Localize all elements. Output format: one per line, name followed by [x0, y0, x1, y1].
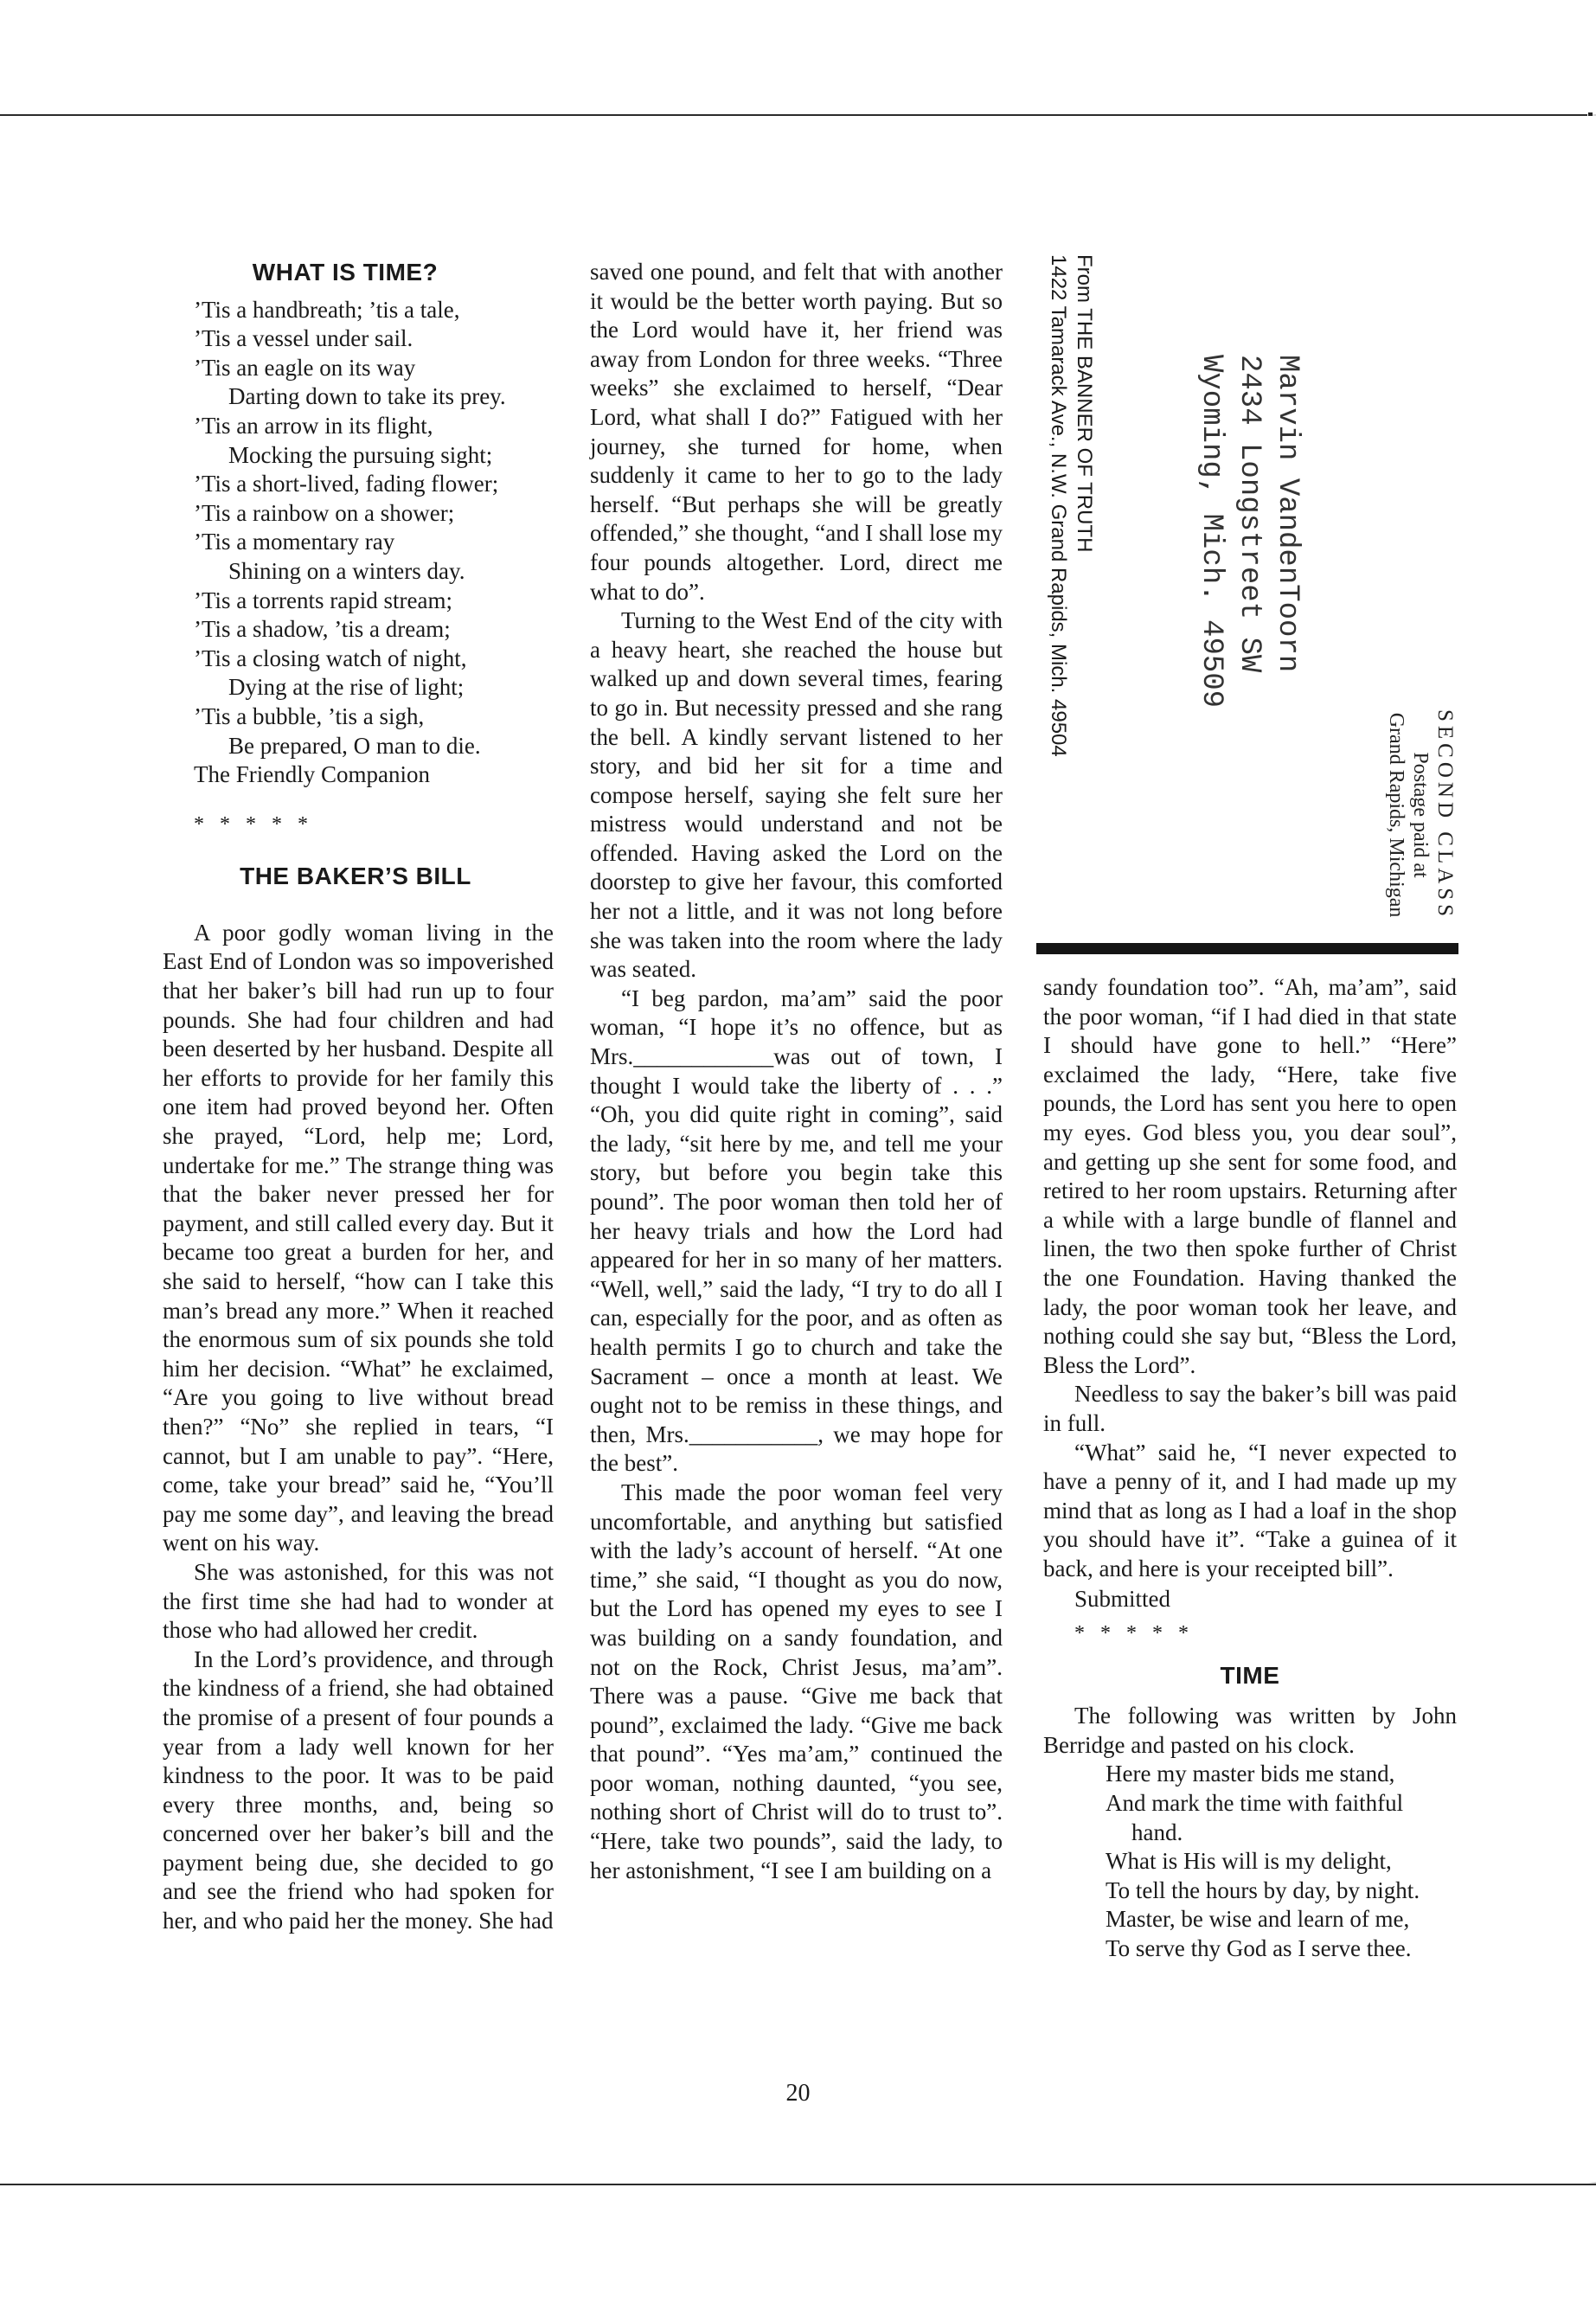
- poem-line: To serve thy God as I serve thee.: [1106, 1935, 1412, 1961]
- left-column: [163, 258, 554, 1936]
- poem-title: WHAT IS TIME?: [252, 259, 439, 285]
- return-address-line: From THE BANNER OF TRUTH: [1073, 254, 1096, 553]
- poem-line: ’Tis an eagle on its way: [194, 354, 416, 381]
- poem-line: What is His will is my delight,: [1106, 1848, 1392, 1875]
- story-body-continued: [590, 258, 1003, 1885]
- poem-line: Be prepared, O man to die.: [228, 732, 481, 759]
- poem-line: ’Tis a momentary ray: [194, 529, 395, 555]
- poem: [163, 296, 554, 761]
- recipient-street: 2434 Longstreet SW: [1233, 355, 1266, 673]
- recipient-name: Marvin VandenToorn: [1271, 355, 1304, 673]
- poem-line: ’Tis a bubble, ’tis a sigh,: [194, 702, 425, 729]
- paragraph: saved one pound, and felt that with another it would be the better worth paying. But so the Lord would have it, her friend was away from London for three weeks. “Three weeks” she exclaimed to herself, “Dear Lord, what shall I do?” Fatigued with her journey, she turned for home, when suddenly it came to her to go to the lady herself. “But perhaps she will be greatly offended,” she thought, “and I shall lose my four pounds altogether. Lord, direct me what to do”.: [590, 259, 1003, 605]
- paragraph: “I beg pardon, ma’am” said the poor woman, “I hope it’s no offence, but as Mrs.____________was out of town, I thought I would take the liberty of . . .” “Oh, you did quite right in coming”, said the lady, “sit here by me, and tell me your story, but before you begin take this pound”. The poor woman then told her of her heavy trials and how the Lord had appeared for her in so many of her matters. “Well, well,” said the lady, “I try to do all I can, especially for the poor, and as often as health permits I go to church and take the Sacrament – once a month at least. We ought not to be remiss in these things, and then, Mrs.___________, we may hope for the best”.: [590, 985, 1003, 1477]
- time-poem: [1043, 1760, 1457, 1963]
- paragraph: She was astonished, for this was not the first time she had had to wonder at those who had allowed her credit.: [163, 1558, 554, 1644]
- right-column: [1043, 973, 1457, 1964]
- paragraph: “What” said he, “I never expected to have a penny of it, and I had made up my mind that as long as I had a loaf in the shop you should have it”. “Take a guinea of it back, and here is your receipted bill”.: [1043, 1439, 1457, 1581]
- poem-line: ’Tis a shadow, ’tis a dream;: [194, 616, 451, 643]
- postage-indicia: [1384, 709, 1457, 921]
- paragraph: Needless to say the baker’s bill was paid in full.: [1043, 1381, 1457, 1436]
- poem-line: ’Tis a rainbow on a shower;: [194, 499, 455, 526]
- poem-line: Here my master bids me stand,: [1106, 1761, 1395, 1787]
- mailing-divider-bar: [1036, 943, 1458, 954]
- story-body: [163, 919, 554, 1936]
- indicia-class: SECOND CLASS: [1433, 709, 1457, 921]
- time-title: TIME: [1220, 1661, 1280, 1689]
- paragraph: A poor godly woman living in the East End of London was so impoverished that her baker’s bill had run up to four pounds. She had four children and had been deserted by her husband. Despite all her efforts to provide for her family this one item had proved beyond her. Often she prayed, “Lord, help me; Lord, undertake for me.” The strange thing was that the baker never pressed her for payment, and still called every day. But it became too great a burden for her, and she said to herself, “how can I take this man’s bread any more.” When it reached the enormous sum of six pounds she told him her decision. “What” he exclaimed, “Are you going to live without bread then?” “No” she replied in tears, “I cannot, but I am unable to pay”. “Here, come, take your bread” said he, “You’ll pay me some day”, and leaving the bread went on his way.: [163, 919, 554, 1556]
- story-ending: [1043, 973, 1457, 1583]
- time-intro: The following was written by John Berridge and pasted on his clock.: [1043, 1703, 1457, 1758]
- paragraph: sandy foundation too”. “Ah, ma’am”, said the poor woman, “if I had died in that state I should have gone to hell.” “Here” exclaimed the lady, “Here, take five pounds, the Lord has sent you here to open my eyes. God bless you, you dear soul”, and getting up she sent for some food, and retired to her room upstairs. Returning after a while with a large bundle of flannel and linen, the two then spoke further of Christ the one Foundation. Having thanked the lady, the poor woman took her leave, and nothing could she say but, “Bless the Lord, Bless the Lord”.: [1043, 974, 1457, 1378]
- paragraph: This made the poor woman feel very uncomfortable, and anything but satisfied with the lady’s account of herself. “At one time,” she said, “I thought as you do now, but the Lord has opened my eyes to see I was building on a sandy foundation, and not on the Rock, Christ Jesus, ma’am”. There was a pause. “Give me back that pound”, exclaimed the lady. “Give me back that pound”. “Yes ma’am,” continued the poor woman, nothing daunted, “you see, nothing short of Christ will do to trust to”. “Here, take two pounds”, said the lady, to her astonishment, “I see I am building on a: [590, 1479, 1003, 1883]
- separator-stars: * * * * *: [1074, 1622, 1194, 1645]
- recipient-city: Wyoming, Mich. 49509: [1195, 355, 1227, 709]
- poem-source: The Friendly Companion: [194, 761, 430, 788]
- paragraph: Turning to the West End of the city with a heavy heart, she reached the house but walked up and down several times, fearing to go in. But necessity pressed and she rang the bell. A kindly servant listened to her story, and bid her sit for a time and compose herself, saying she felt sure her mistress would understand and not be offended. Having asked the Lord on the doorstep to give her favour, this comforted her not a little, and it was not long before she was taken into the room where the lady was seated.: [590, 607, 1003, 983]
- poem-line: ’Tis a closing watch of night,: [194, 645, 467, 671]
- return-address-line: 1422 Tamarack Ave., N.W. Grand Rapids, Mich. 49504: [1047, 254, 1070, 757]
- story-title: THE BAKER’S BILL: [240, 863, 471, 890]
- document-page: [0, 116, 1596, 2182]
- submitted-label: Submitted: [1074, 1586, 1171, 1613]
- page-number: 20: [785, 2080, 811, 2107]
- poem-line: ’Tis a vessel under sail.: [194, 325, 413, 352]
- return-address: [1045, 254, 1097, 757]
- poem-line: And mark the time with faithful: [1106, 1790, 1404, 1817]
- middle-column: [590, 258, 1003, 1885]
- poem-line: ’Tis an arrow in its flight,: [194, 412, 433, 439]
- poem-line: Dying at the rise of light;: [228, 674, 465, 701]
- indicia-line: Postage paid at: [1409, 752, 1432, 878]
- paragraph: In the Lord’s providence, and through the kindness of a friend, she had obtained the promise of a present of four pounds a year from a lady well known for her kindness to the poor. It was to be paid every three months, and, being so concerned over her baker’s bill and the payment being due, she decided to go and see the friend who had spoken for her, and who paid her the money. She had: [163, 1645, 554, 1934]
- poem-line: hand.: [1131, 1819, 1183, 1845]
- separator-stars: * * * * *: [194, 812, 313, 836]
- scan-background-top: [0, 0, 1596, 116]
- poem-line: To tell the hours by day, by night.: [1106, 1876, 1420, 1903]
- poem-line: ’Tis a torrents rapid stream;: [194, 587, 452, 613]
- poem-line: Master, be wise and learn of me,: [1106, 1906, 1410, 1933]
- poem-line: Mocking the pursuing sight;: [228, 441, 493, 468]
- poem-line: Shining on a winters day.: [228, 557, 465, 584]
- indicia-line: Grand Rapids, Michigan: [1385, 712, 1407, 918]
- poem-line: ’Tis a handbreath; ’tis a tale,: [194, 296, 460, 323]
- recipient-address: [1192, 355, 1306, 708]
- poem-line: ’Tis a short-lived, fading flower;: [194, 471, 499, 497]
- scan-background-bottom: [0, 2184, 1596, 2303]
- poem-line: Darting down to take its prey.: [228, 383, 506, 410]
